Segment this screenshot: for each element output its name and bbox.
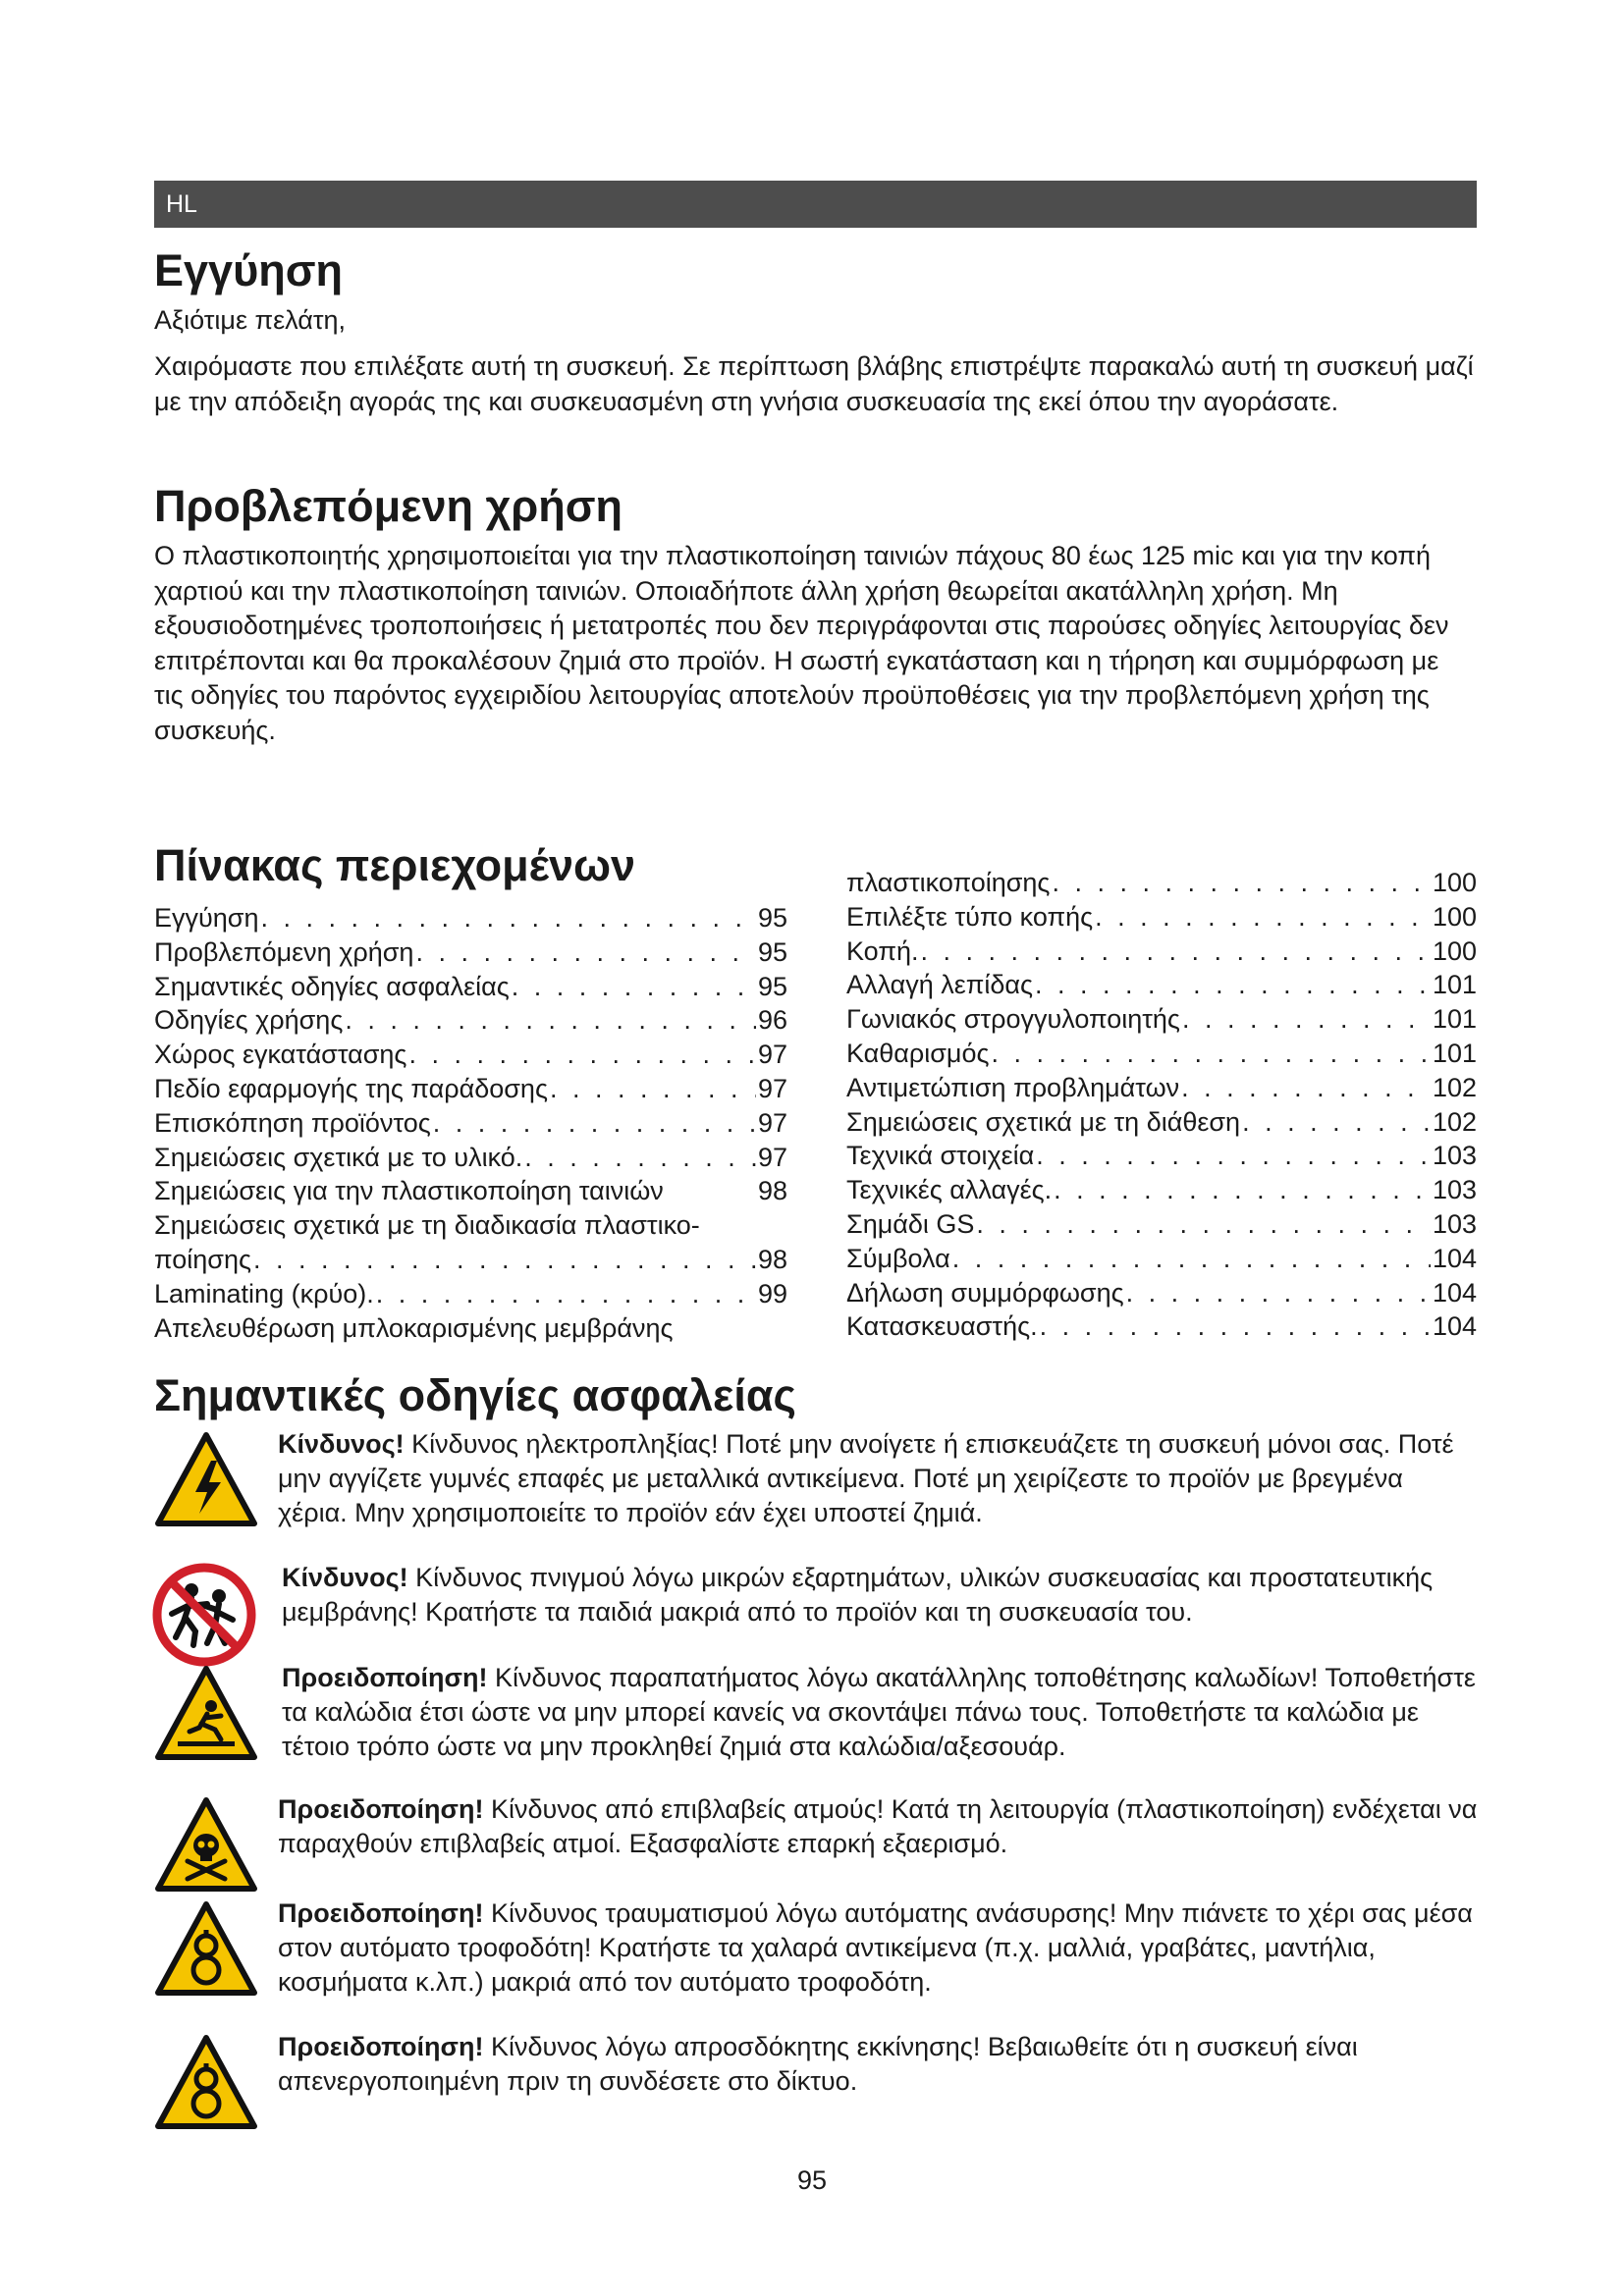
toc-entry[interactable]: Σημειώσεις σχετικά με το υλικό. . . . 97 [154,1141,787,1175]
warranty-body: Χαιρόμαστε που επιλέξατε αυτή τη συσκευή. Σε περίπτωση βλάβης επιστρέψτε παρακαλώ αυτή τη συσκευή μαζί με την απόδειξη αγοράς της και συσκευασμένη στη γνήσια συσκευασία της εκεί όπου την αγοράσατε. [154,351,1474,416]
language-code: HL [166,190,197,218]
toc-entry[interactable]: Σημειώσεις σχετικά με τη διάθεση . . . 102 [846,1105,1477,1140]
toc-entry[interactable]: Σημειώσεις σχετικά με τη διαδικασία πλαστικο- [154,1210,700,1241]
toc-entry[interactable]: ποίησης . . . 98 [154,1243,787,1277]
page-number: 95 [796,2165,828,2195]
trip-hazard-icon [152,1661,260,1769]
toc-entry[interactable]: Κατασκευαστής. . . . 104 [846,1309,1477,1344]
toc-right-column [846,866,1477,1344]
toc-entry[interactable]: Σημάδι GS . . . 103 [846,1207,1477,1242]
toxic-fumes-icon [152,1792,260,1900]
toc-entry[interactable]: Προβλεπόμενη χρήση . . . 95 [154,935,787,970]
entanglement-icon [152,1896,260,2004]
intended-use-heading: Προβλεπόμενη χρήση [154,481,623,531]
warranty-greeting: Αξιότιμε πελάτη, [154,305,347,335]
toc-entry[interactable]: Εγγύηση . . . 95 [154,901,787,935]
toc-entry[interactable]: Σημειώσεις για την πλαστικοποίηση ταινιών 98 [154,1176,787,1206]
toc-entry[interactable]: πλαστικοποίησης . . . 100 [846,866,1477,900]
toc-entry[interactable]: Αντιμετώπιση προβλημάτων . . . 102 [846,1071,1477,1105]
toc-entry[interactable]: Κοπή. . . . 100 [846,934,1477,969]
toc-entry[interactable]: Σημαντικές οδηγίες ασφαλείας . . . 95 [154,970,787,1004]
safety-heading: Σημαντικές οδηγίες ασφαλείας [154,1370,796,1420]
unexpected-start-icon [152,2030,260,2138]
toc-entry[interactable]: Πεδίο εφαρμογής της παράδοσης . . . 97 [154,1072,787,1106]
toc-entry[interactable]: Επισκόπηση προϊόντος . . . 97 [154,1106,787,1141]
toc-entry[interactable]: Σύμβολα . . . 104 [846,1242,1477,1276]
warranty-heading: Εγγύηση [154,245,344,295]
toc-left-column [154,901,787,1345]
toc-entry[interactable]: Laminating (κρύο). . . . 99 [154,1277,787,1311]
toc-entry[interactable]: Δήλωση συμμόρφωσης . . . 104 [846,1276,1477,1310]
toc-entry[interactable]: Γωνιακός στρογγυλοποιητής . . . 101 [846,1002,1477,1037]
toc-entry[interactable]: Επιλέξτε τύπο κοπής . . . 100 [846,900,1477,934]
toc-entry[interactable]: Χώρος εγκατάστασης . . . 97 [154,1038,787,1072]
toc-entry[interactable]: Τεχνικές αλλαγές. . . . 103 [846,1173,1477,1207]
toc-entry[interactable]: Καθαρισμός . . . 101 [846,1037,1477,1071]
intended-use-body: Ο πλαστικοποιητής χρησιμοποιείται για την πλαστικοποίηση ταινιών πάχους 80 έως 125 mic και για την κοπή χαρτιού και την πλαστικοποίηση ταινιών. Οποιαδήποτε άλλη χρήση θεωρείται ακατάλληλη χρήση. Μη εξουσιοδοτημένες τροποποιήσεις ή μετατροπές που δεν περιγράφονται στις παρούσες οδηγίες λειτουργίας δεν επιτρέπονται και θα προκαλέσουν ζημιά στο προϊόν. Η σωστή εγκατάσταση και η τήρηση και συμμόρφωση με τις οδηγίες του παρόντος εγχειριδίου λειτουργίας αποτελούν προϋποθέσεις για την προβλεπόμενη χρήση της συσκευής. [154,541,1449,745]
toc-entry[interactable]: Τεχνικά στοιχεία . . . 103 [846,1139,1477,1173]
toc-heading: Πίνακας περιεχομένων [154,840,636,890]
toc-entry[interactable]: Απελευθέρωση μπλοκαρισμένης μεμβράνης [154,1312,674,1343]
toc-entry[interactable]: Οδηγίες χρήσης . . . 96 [154,1003,787,1038]
no-children-icon [150,1561,258,1669]
electric-shock-icon [152,1427,260,1535]
toc-entry[interactable]: Αλλαγή λεπίδας . . . 101 [846,968,1477,1002]
language-header-bar [154,181,1477,228]
